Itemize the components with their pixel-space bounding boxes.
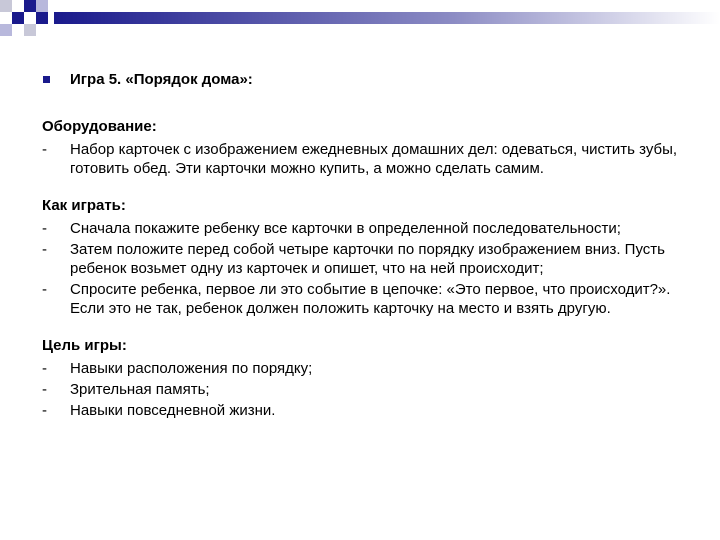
section-heading: Как играть: <box>42 197 126 214</box>
section-goal <box>42 336 678 420</box>
list-item-text: Спросите ребенка, первое ли это событие в цепочке: «Это первое, что происходит?». Если это не так, ребенок должен положить карточку на место и взять другую. <box>70 281 671 317</box>
dash-bullet: - <box>42 141 47 158</box>
section-heading: Цель игры: <box>42 337 127 354</box>
list-item <box>42 280 678 318</box>
list-item-text: Сначала покажите ребенку все карточки в определенной последовательности; <box>70 220 621 237</box>
deco-square <box>36 12 48 24</box>
section-equipment <box>42 117 678 178</box>
deco-square <box>0 24 12 36</box>
list-item-text: Зрительная память; <box>70 381 210 398</box>
list-item-text: Набор карточек с изображением ежедневных домашних дел: одеваться, чистить зубы, готовить обед. Эти карточки можно купить, а можно сделать самим. <box>70 141 678 177</box>
dash-bullet: - <box>42 402 47 419</box>
list-item <box>42 219 678 238</box>
square-bullet-icon <box>43 76 50 83</box>
slide-title: Игра 5. «Порядок дома»: <box>70 71 253 88</box>
deco-square <box>24 24 36 36</box>
section-how-to-play <box>42 196 678 318</box>
deco-square <box>0 0 12 12</box>
list-item <box>42 240 678 278</box>
deco-square <box>24 0 36 12</box>
list-item <box>42 380 678 399</box>
list-item <box>42 359 678 378</box>
list-item <box>42 401 678 420</box>
section-heading: Оборудование: <box>42 118 157 135</box>
list-item-text: Навыки повседневной жизни. <box>70 402 276 419</box>
list-item <box>42 140 678 178</box>
deco-square <box>12 12 24 24</box>
list-item-text: Затем положите перед собой четыре карточки по порядку изображением вниз. Пусть ребенок возьмет одну из карточек и опишет, что на ней происходит; <box>70 241 665 277</box>
list-item-text: Навыки расположения по порядку; <box>70 360 313 377</box>
header-decoration <box>0 0 720 40</box>
deco-square <box>36 0 48 12</box>
dash-bullet: - <box>42 220 47 237</box>
header-gradient-bar <box>54 12 720 24</box>
dash-bullet: - <box>42 360 47 377</box>
dash-bullet: - <box>42 241 47 258</box>
dash-bullet: - <box>42 281 47 298</box>
slide-content <box>42 70 678 438</box>
dash-bullet: - <box>42 381 47 398</box>
slide-title-row <box>42 70 678 89</box>
